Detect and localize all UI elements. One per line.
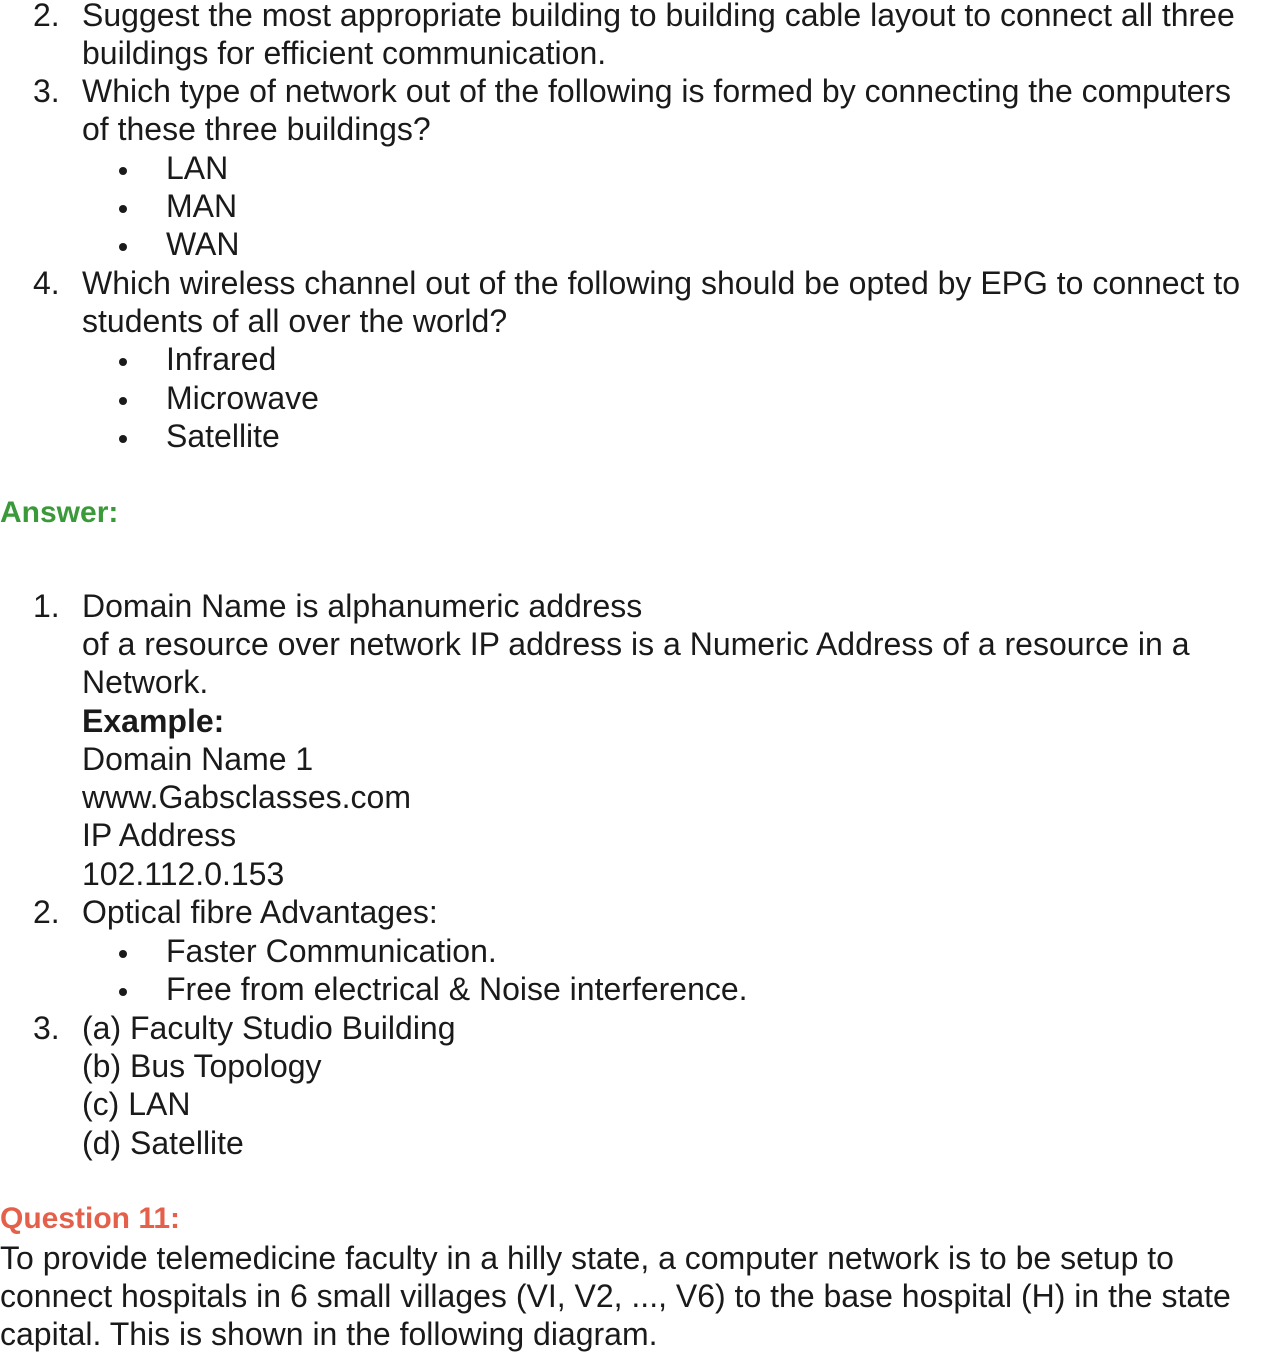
question-text: Suggest the most appropriate building to building cable layout to connect all three	[82, 0, 1235, 33]
option-item: Infrared	[166, 341, 277, 377]
list-number: 4.	[33, 265, 60, 301]
paragraph-line: connect hospitals in 6 small villages (VI, V2, ..., V6) to the base hospital (H) in the state	[0, 1278, 1231, 1314]
answer-text: (c) LAN	[82, 1086, 191, 1122]
example-label: Example:	[82, 703, 225, 739]
answer-text: (b) Bus Topology	[82, 1048, 322, 1084]
example-line: Domain Name 1	[82, 741, 314, 777]
bullet-icon	[119, 988, 127, 996]
answer-text: Network.	[82, 664, 209, 700]
list-number: 2.	[33, 0, 60, 33]
question-text: of these three buildings?	[82, 111, 431, 147]
advantage-item: Free from electrical & Noise interference.	[166, 971, 748, 1007]
answer-heading: Answer:	[0, 496, 119, 529]
bullet-icon	[119, 243, 127, 251]
bullet-icon	[119, 397, 127, 405]
question-11-heading: Question 11:	[0, 1202, 181, 1235]
option-item: Satellite	[166, 418, 280, 454]
answer-text: (d) Satellite	[82, 1125, 244, 1161]
option-item: Microwave	[166, 380, 319, 416]
answer-text: Domain Name is alphanumeric address	[82, 588, 643, 624]
advantage-item: Faster Communication.	[166, 933, 497, 969]
question-text: buildings for efficient communication.	[82, 35, 607, 71]
answer-text: Optical fibre Advantages:	[82, 894, 438, 930]
list-number: 1.	[33, 588, 60, 624]
example-line: www.Gabsclasses.com	[82, 779, 411, 815]
option-item: MAN	[166, 188, 238, 224]
example-line: 102.112.0.153	[82, 856, 285, 892]
list-number: 2.	[33, 894, 60, 930]
bullet-icon	[119, 435, 127, 443]
paragraph-line: capital. This is shown in the following diagram.	[0, 1316, 658, 1352]
answer-text: (a) Faculty Studio Building	[82, 1010, 456, 1046]
list-number: 3.	[33, 1010, 60, 1046]
example-line: IP Address	[82, 817, 237, 853]
option-item: LAN	[166, 150, 229, 186]
list-number: 3.	[33, 73, 60, 109]
question-text: Which wireless channel out of the following should be opted by EPG to connect to	[82, 265, 1241, 301]
bullet-icon	[119, 167, 127, 175]
option-item: WAN	[166, 226, 240, 262]
bullet-icon	[119, 950, 127, 958]
bullet-icon	[119, 205, 127, 213]
answer-text: of a resource over network IP address is a Numeric Address of a resource in a	[82, 626, 1190, 662]
bullet-icon	[119, 358, 127, 366]
question-text: students of all over the world?	[82, 303, 508, 339]
paragraph-line: To provide telemedicine faculty in a hilly state, a computer network is to be setup to	[0, 1240, 1174, 1276]
question-text: Which type of network out of the following is formed by connecting the computers	[82, 73, 1232, 109]
